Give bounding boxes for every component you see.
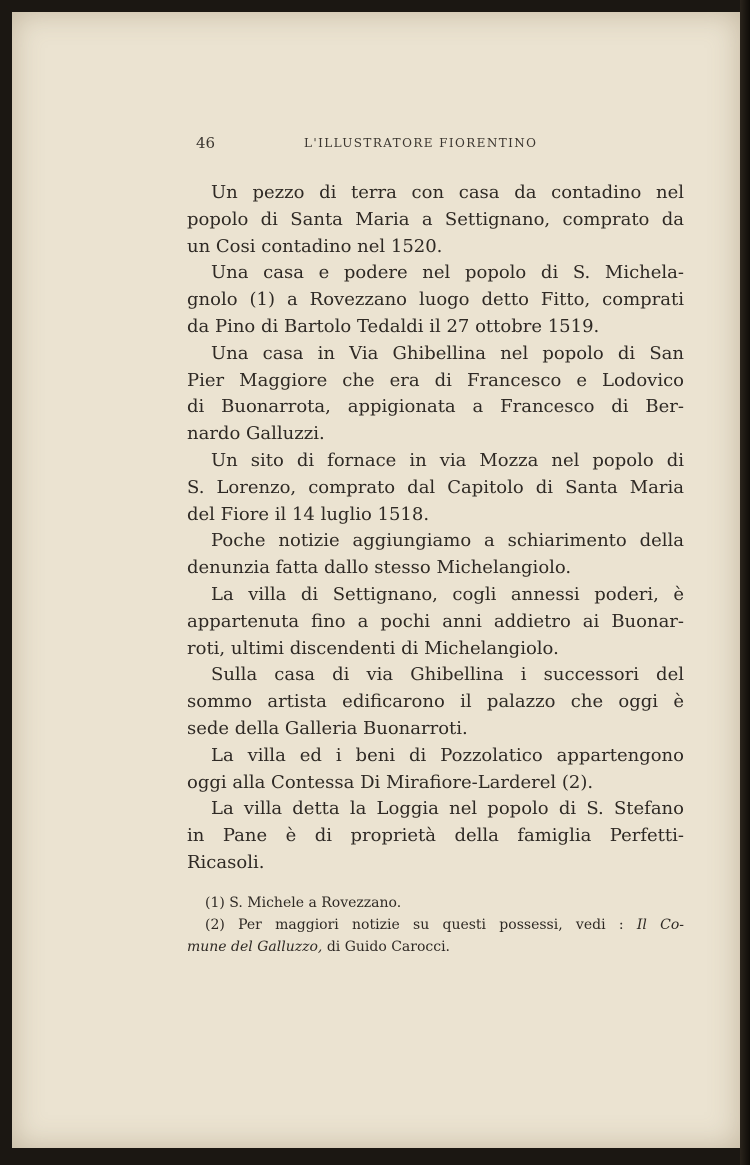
running-title: L'ILLUSTRATORE FIORENTINO bbox=[304, 136, 538, 150]
text-line: da Pino di Bartolo Tedaldi il 27 ottobre 1519. bbox=[187, 315, 600, 337]
text-line: appartenuta fino a pochi anni addietro ai Buonar- bbox=[187, 610, 684, 632]
text-line: La villa ed i beni di Pozzolatico appartengono bbox=[211, 744, 684, 766]
paragraph bbox=[187, 582, 684, 662]
text-line: La villa di Settignano, cogli annessi poderi, è bbox=[211, 583, 684, 605]
paragraph bbox=[187, 743, 684, 797]
text-line: Una casa e podere nel popolo di S. Michela- bbox=[211, 262, 684, 284]
page-header bbox=[184, 134, 690, 154]
body-text bbox=[187, 180, 684, 877]
text-line: nardo Galluzzi. bbox=[187, 423, 325, 445]
footnotes bbox=[187, 892, 684, 958]
text-line: Pier Maggiore che era di Francesco e Lodovico bbox=[187, 369, 684, 391]
text-line: Poche notizie aggiungiamo a schiarimento della bbox=[211, 530, 684, 552]
footnote-2-title-part-2: mune del Galluzzo, bbox=[187, 939, 323, 955]
book-page bbox=[12, 12, 740, 1148]
book-edge bbox=[740, 0, 750, 1165]
text-line: del Fiore il 14 luglio 1518. bbox=[187, 503, 430, 525]
paragraph bbox=[187, 260, 684, 340]
text-line: La villa detta la Loggia nel popolo di S. Stefano bbox=[211, 798, 684, 820]
text-line: un Cosi contadino nel 1520. bbox=[187, 235, 443, 257]
text-line: Un sito di fornace in via Mozza nel popolo di bbox=[211, 449, 684, 471]
text-line: Un pezzo di terra con casa da contadino nel bbox=[211, 182, 684, 203]
footnote-2-author: di Guido Carocci. bbox=[326, 939, 451, 955]
text-line: roti, ultimi discendenti di Michelangiolo. bbox=[187, 637, 559, 659]
paragraph bbox=[187, 662, 684, 742]
text-line: Una casa in Via Ghibellina nel popolo di San bbox=[211, 342, 684, 364]
footnote-2-line-2 bbox=[187, 936, 684, 958]
footnote-1: (1) S. Michele a Rovezzano. bbox=[205, 895, 402, 911]
page-number: 46 bbox=[196, 134, 216, 152]
text-line: S. Lorenzo, comprato dal Capitolo di Santa Maria bbox=[187, 476, 684, 498]
text-line: gnolo (1) a Rovezzano luogo detto Fitto, comprati bbox=[187, 289, 684, 311]
paragraph bbox=[187, 796, 684, 876]
paragraph bbox=[187, 180, 684, 260]
text-line: Sulla casa di via Ghibellina i successori del bbox=[211, 664, 684, 686]
paragraph bbox=[187, 341, 684, 448]
paragraph bbox=[187, 528, 684, 582]
text-line: sede della Galleria Buonarroti. bbox=[187, 717, 468, 739]
text-line: Ricasoli. bbox=[187, 851, 265, 873]
text-line: denunzia fatta dallo stesso Michelangiolo. bbox=[187, 557, 572, 579]
text-line: oggi alla Contessa Di Mirafiore-Larderel (2). bbox=[187, 771, 594, 793]
text-line: in Pane è di proprietà della famiglia Perfetti- bbox=[187, 825, 684, 847]
paragraph bbox=[187, 448, 684, 528]
footnote-2-title-part-1: Il Co- bbox=[636, 917, 684, 933]
footnote-2-line-1 bbox=[187, 914, 684, 936]
text-line: sommo artista edificarono il palazzo che oggi è bbox=[187, 691, 684, 713]
footnote-2-text: (2) Per maggiori notizie su questi possessi, vedi : bbox=[205, 917, 624, 933]
text-line: di Buonarrota, appigionata a Francesco di Ber- bbox=[187, 396, 684, 418]
text-line: popolo di Santa Maria a Settignano, comprato da bbox=[187, 208, 684, 230]
